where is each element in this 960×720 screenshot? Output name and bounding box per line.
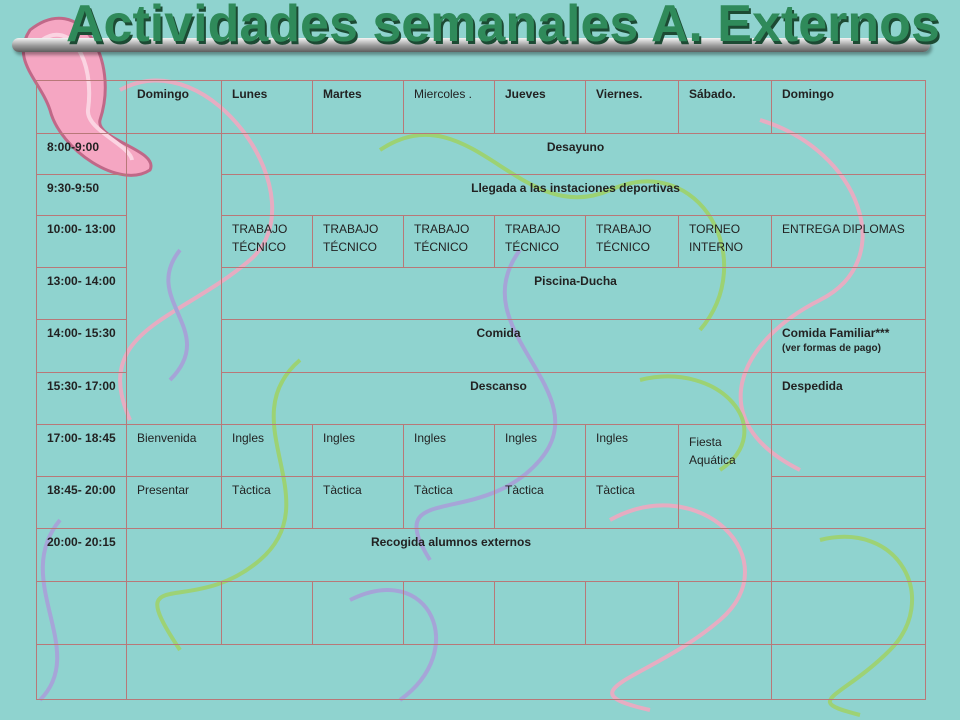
empty-cell [127, 645, 772, 700]
llegada-cell: Llegada a las instaciones deportivas [222, 175, 926, 216]
tactica-cell: Tàctica [586, 477, 679, 529]
trabajo-tecnico-cell: TRABAJO TÉCNICO [495, 216, 586, 268]
torneo-interno-cell: TORNEO INTERNO [679, 216, 772, 268]
ingles-cell: Ingles [404, 425, 495, 477]
fiesta-aquatica-cell: Fiesta Aquática [679, 425, 772, 529]
entrega-diplomas-cell: ENTREGA DIPLOMAS [772, 216, 926, 268]
ingles-cell: Ingles [222, 425, 313, 477]
empty-cell [772, 529, 926, 582]
time-slot: 20:00- 20:15 [37, 529, 127, 582]
descanso-cell: Descanso [222, 373, 772, 425]
time-slot: 8:00-9:00 [37, 134, 127, 175]
empty-cell [772, 582, 926, 645]
time-slot: 9:30-9:50 [37, 175, 127, 216]
schedule-table [36, 80, 926, 700]
empty-cell [772, 645, 926, 700]
empty-cell [495, 582, 586, 645]
empty-cell [404, 582, 495, 645]
table-row [37, 134, 926, 175]
table-row [37, 582, 926, 645]
trabajo-tecnico-cell: TRABAJO TÉCNICO [586, 216, 679, 268]
empty-cell [37, 582, 127, 645]
header-martes: Martes [313, 81, 404, 134]
empty-cell [37, 645, 127, 700]
trabajo-tecnico-cell: TRABAJO TÉCNICO [404, 216, 495, 268]
bienvenida-cell: Bienvenida [127, 425, 222, 477]
comida-familiar-cell [772, 320, 926, 373]
empty-cell [772, 425, 926, 477]
header-domingo-final: Domingo [772, 81, 926, 134]
header-viernes: Viernes. [586, 81, 679, 134]
empty-cell [586, 582, 679, 645]
empty-cell [679, 582, 772, 645]
tactica-cell: Tàctica [404, 477, 495, 529]
ingles-cell: Ingles [495, 425, 586, 477]
time-slot: 13:00- 14:00 [37, 268, 127, 320]
table-row [37, 477, 926, 529]
time-slot: 14:00- 15:30 [37, 320, 127, 373]
table-row [37, 529, 926, 582]
trabajo-tecnico-cell: TRABAJO TÉCNICO [313, 216, 404, 268]
time-slot: 10:00- 13:00 [37, 216, 127, 268]
recogida-cell: Recogida alumnos externos [127, 529, 772, 582]
ingles-cell: Ingles [586, 425, 679, 477]
ingles-cell: Ingles [313, 425, 404, 477]
table-row [37, 425, 926, 477]
table-row [37, 81, 926, 134]
time-slot: 17:00- 18:45 [37, 425, 127, 477]
header-miercoles: Miercoles . [404, 81, 495, 134]
tactica-cell: Tàctica [222, 477, 313, 529]
empty-corner-cell [37, 81, 127, 134]
header-sabado: Sábado. [679, 81, 772, 134]
empty-cell [313, 582, 404, 645]
header-lunes: Lunes [222, 81, 313, 134]
empty-cell [127, 582, 222, 645]
comida-cell: Comida [222, 320, 772, 373]
comida-familiar-label: Comida Familiar*** [782, 326, 890, 340]
time-slot: 15:30- 17:00 [37, 373, 127, 425]
formas-pago-note: (ver formas de pago) [782, 343, 881, 354]
tactica-cell: Tàctica [495, 477, 586, 529]
despedida-cell: Despedida [772, 373, 926, 425]
empty-cell [772, 477, 926, 529]
empty-cell [222, 582, 313, 645]
time-slot: 18:45- 20:00 [37, 477, 127, 529]
piscina-ducha-cell: Piscina-Ducha [222, 268, 926, 320]
header-jueves: Jueves [495, 81, 586, 134]
page-title: Actividades semanales A. Externos [66, 0, 940, 53]
desayuno-cell: Desayuno [222, 134, 926, 175]
tactica-cell: Tàctica [313, 477, 404, 529]
domingo-empty-block [127, 134, 222, 425]
header-domingo: Domingo [127, 81, 222, 134]
trabajo-tecnico-cell: TRABAJO TÉCNICO [222, 216, 313, 268]
presentar-cell: Presentar [127, 477, 222, 529]
table-row [37, 645, 926, 700]
